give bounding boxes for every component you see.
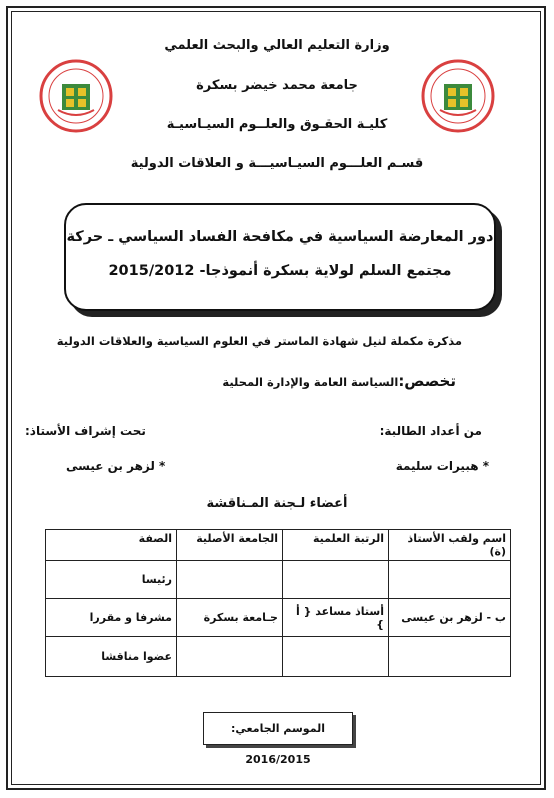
- table-header-cell: الجامعة الأصلية: [177, 530, 283, 561]
- table-cell: [389, 637, 511, 677]
- table-cell: جـامعة بسكرة: [177, 599, 283, 637]
- table-cell: مشرفا و مقررا: [46, 599, 177, 637]
- department-name: قسـم العلـــوم السيـاسيـــة و العلاقات الدولية: [130, 156, 424, 171]
- specialty-line: [222, 372, 456, 390]
- table-cell: عضوا مناقشا: [46, 637, 177, 677]
- supervisor-name: * لزهر بن عيسى: [66, 459, 166, 473]
- academic-season-box: [203, 712, 353, 766]
- faculty-name: كليـة الحقـوق والعلــوم السيـاسيـة: [166, 117, 388, 132]
- table-cell: [177, 561, 283, 599]
- thesis-title-line2: مجتمع السلم لولاية بسكرة أنموذجا- 2015/2012: [108, 263, 452, 279]
- table-cell: رئيسا: [46, 561, 177, 599]
- table-header-cell: اسم ولقب الأستاذ (ة): [389, 530, 511, 561]
- committee-title: أعضاء لـجنة المـناقشة: [206, 496, 348, 511]
- season-value: 2016/2015: [245, 753, 311, 766]
- specialty-label: تخصص:: [398, 372, 456, 390]
- specialty-value: السياسة العامة والإدارة المحلية: [222, 375, 399, 389]
- thesis-title-line1: دور المعارضة السياسية في مكافحة الفساد السياسي ـ حركة: [66, 229, 494, 245]
- season-label: الموسم الجامعي:: [231, 722, 325, 735]
- student-name: * هبيرات سليمة: [395, 459, 489, 473]
- table-header-cell: الرتبة العلمية: [283, 530, 389, 561]
- table-cell: [283, 637, 389, 677]
- table-cell: [389, 561, 511, 599]
- table-header-cell: الصفة: [46, 530, 177, 561]
- table-row: [46, 637, 511, 677]
- table-cell: ب - لزهر بن عيسى: [389, 599, 511, 637]
- thesis-title-box: [64, 203, 496, 311]
- table-cell: أستاذ مساعد { أ }: [283, 599, 389, 637]
- table-cell: [283, 561, 389, 599]
- table-cell: [177, 637, 283, 677]
- table-row: [46, 561, 511, 599]
- table-header-row: [46, 530, 511, 561]
- university-name: جامعة محمد خيضر بسكرة: [196, 78, 358, 93]
- table-row: [46, 599, 511, 637]
- supervisor-label: تحت إشراف الأستاذ:: [25, 424, 146, 438]
- memo-text: مذكرة مكملة لنيل شهادة الماستر في العلوم السياسية والعلاقات الدولية: [56, 334, 462, 348]
- student-label: من أعداد الطالبة:: [379, 424, 482, 438]
- ministry-name: وزارة التعليم العالي والبحث العلمي: [164, 38, 390, 53]
- jury-table: [45, 529, 511, 677]
